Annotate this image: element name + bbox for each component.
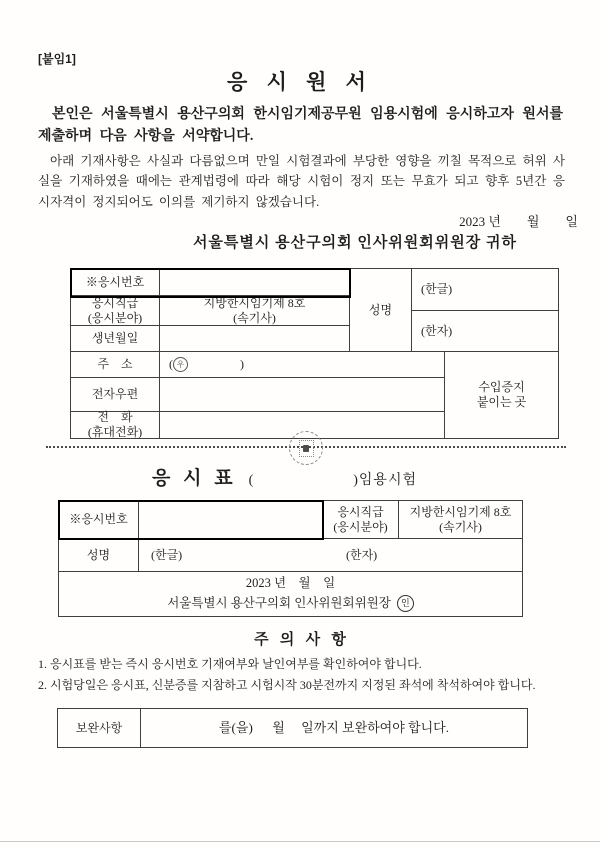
slip-name-hangul-label: (한글) bbox=[151, 547, 183, 562]
perforation-stamp-mark bbox=[303, 445, 309, 452]
postal-paren-open: ( bbox=[169, 357, 173, 371]
position-value-line2: (속기사) bbox=[233, 310, 276, 325]
exam-number-field bbox=[160, 269, 349, 295]
revenue-stamp-line2: 붙이는 곳 bbox=[476, 395, 527, 409]
position-label-line2: (응시분야) bbox=[87, 310, 143, 325]
page-bottom-rule bbox=[0, 841, 600, 842]
slip-position-value bbox=[399, 501, 522, 538]
slip-position-label-line2: (응시분야) bbox=[333, 519, 388, 534]
pledge-date-line: 2023 년 월 일 bbox=[459, 214, 578, 229]
exam-slip-paren-open: ( bbox=[248, 473, 254, 488]
address-label: 주 소 bbox=[71, 352, 159, 377]
notice-list bbox=[38, 654, 580, 696]
slip-name-field bbox=[139, 539, 522, 571]
slip-exam-number-field bbox=[139, 501, 322, 538]
supplement-text: 를(을) 월 일까지 보완하여야 합니다. bbox=[141, 709, 527, 747]
revenue-stamp-area bbox=[445, 352, 558, 438]
slip-date-line: 2023 년 월 일 bbox=[245, 575, 336, 590]
birth-date-field bbox=[160, 326, 349, 351]
name-label: 성명 bbox=[350, 269, 411, 351]
position-label-line1: 응시직급 bbox=[91, 295, 139, 310]
postal-code-icon: 우 bbox=[173, 357, 188, 372]
slip-issue-cell bbox=[59, 572, 522, 616]
addressee-line: 서울특별시 용산구의회 인사위원회위원장 귀하 bbox=[192, 235, 517, 251]
address-field bbox=[160, 352, 444, 377]
slip-position-value-line2: (속기사) bbox=[439, 519, 482, 534]
position-value-line1: 지방한시임기제 8호 bbox=[203, 295, 306, 310]
name-hanja-field: (한자) bbox=[412, 311, 558, 351]
slip-issuer-line bbox=[167, 595, 414, 612]
position-label bbox=[71, 296, 159, 325]
email-label: 전자우편 bbox=[71, 378, 159, 411]
phone-label-line1: 전 화 bbox=[97, 410, 133, 424]
exam-slip-title: 응 시 표 bbox=[152, 468, 237, 489]
document-title: 응 시 원 서 bbox=[227, 70, 373, 94]
position-value bbox=[160, 296, 349, 325]
exam-slip-suffix: )임용시험 bbox=[353, 473, 417, 488]
name-hangul-field: (한글) bbox=[412, 269, 558, 310]
pledge-body-paragraph: 아래 기재사항은 사실과 다름없으며 만일 시험결과에 부당한 영향을 끼칠 목적으로 허위 사실을 기재하였을 때에는 관계법령에 따라 해당 시험이 정지 또는 무효가 되고 향후 5년간 응시자격이 정지되어도 이의를 제기하지 않겠습니다. bbox=[38, 154, 565, 209]
notice-item-2: 2. 시험당일은 응시표, 신분증를 지참하고 시험시작 30분전까지 지정된 좌석에 착석하여야 합니다. bbox=[38, 678, 536, 692]
cut-line bbox=[46, 446, 566, 448]
supplement-table bbox=[57, 708, 528, 748]
slip-exam-number-label: ※응시번호 bbox=[59, 501, 138, 538]
application-form-table bbox=[70, 268, 559, 439]
exam-number-label: ※응시번호 bbox=[71, 269, 159, 295]
perforation-stamp-inner bbox=[299, 440, 314, 457]
slip-position-label bbox=[323, 501, 398, 538]
notice-item-1: 1. 응시표를 받는 즉시 응시번호 기재여부와 날인여부를 확인하여야 합니다. bbox=[38, 657, 422, 671]
perforation-stamp-icon bbox=[289, 431, 323, 465]
slip-position-value-line1: 지방한시임기제 8호 bbox=[409, 504, 512, 519]
slip-position-label-line1: 응시직급 bbox=[337, 504, 384, 519]
notice-title: 주 의 사 항 bbox=[254, 632, 346, 648]
birth-date-label: 생년월일 bbox=[71, 326, 159, 351]
supplement-label: 보완사항 bbox=[58, 709, 140, 747]
phone-label bbox=[71, 412, 159, 438]
slip-name-hanja-label: (한자) bbox=[346, 547, 378, 562]
exam-slip-header bbox=[152, 463, 417, 490]
exam-slip-table bbox=[58, 500, 523, 617]
attachment-label: [붙임1] bbox=[38, 52, 76, 66]
official-seal-icon: 인 bbox=[397, 595, 414, 612]
slip-name-label: 성명 bbox=[59, 539, 138, 571]
postal-paren-close: ) bbox=[240, 357, 244, 371]
pledge-intro-paragraph: 본인은 서울특별시 용산구의회 한시임기제공무원 임용시험에 응시하고자 원서를 제출하며 다음 사항을 서약합니다. bbox=[38, 107, 563, 145]
revenue-stamp-line1: 수입증지 bbox=[478, 380, 525, 394]
email-field bbox=[160, 378, 444, 411]
phone-label-line2: (휴대전화) bbox=[87, 425, 143, 439]
slip-issuer: 서울특별시 용산구의회 인사위원회위원장 bbox=[167, 596, 391, 610]
